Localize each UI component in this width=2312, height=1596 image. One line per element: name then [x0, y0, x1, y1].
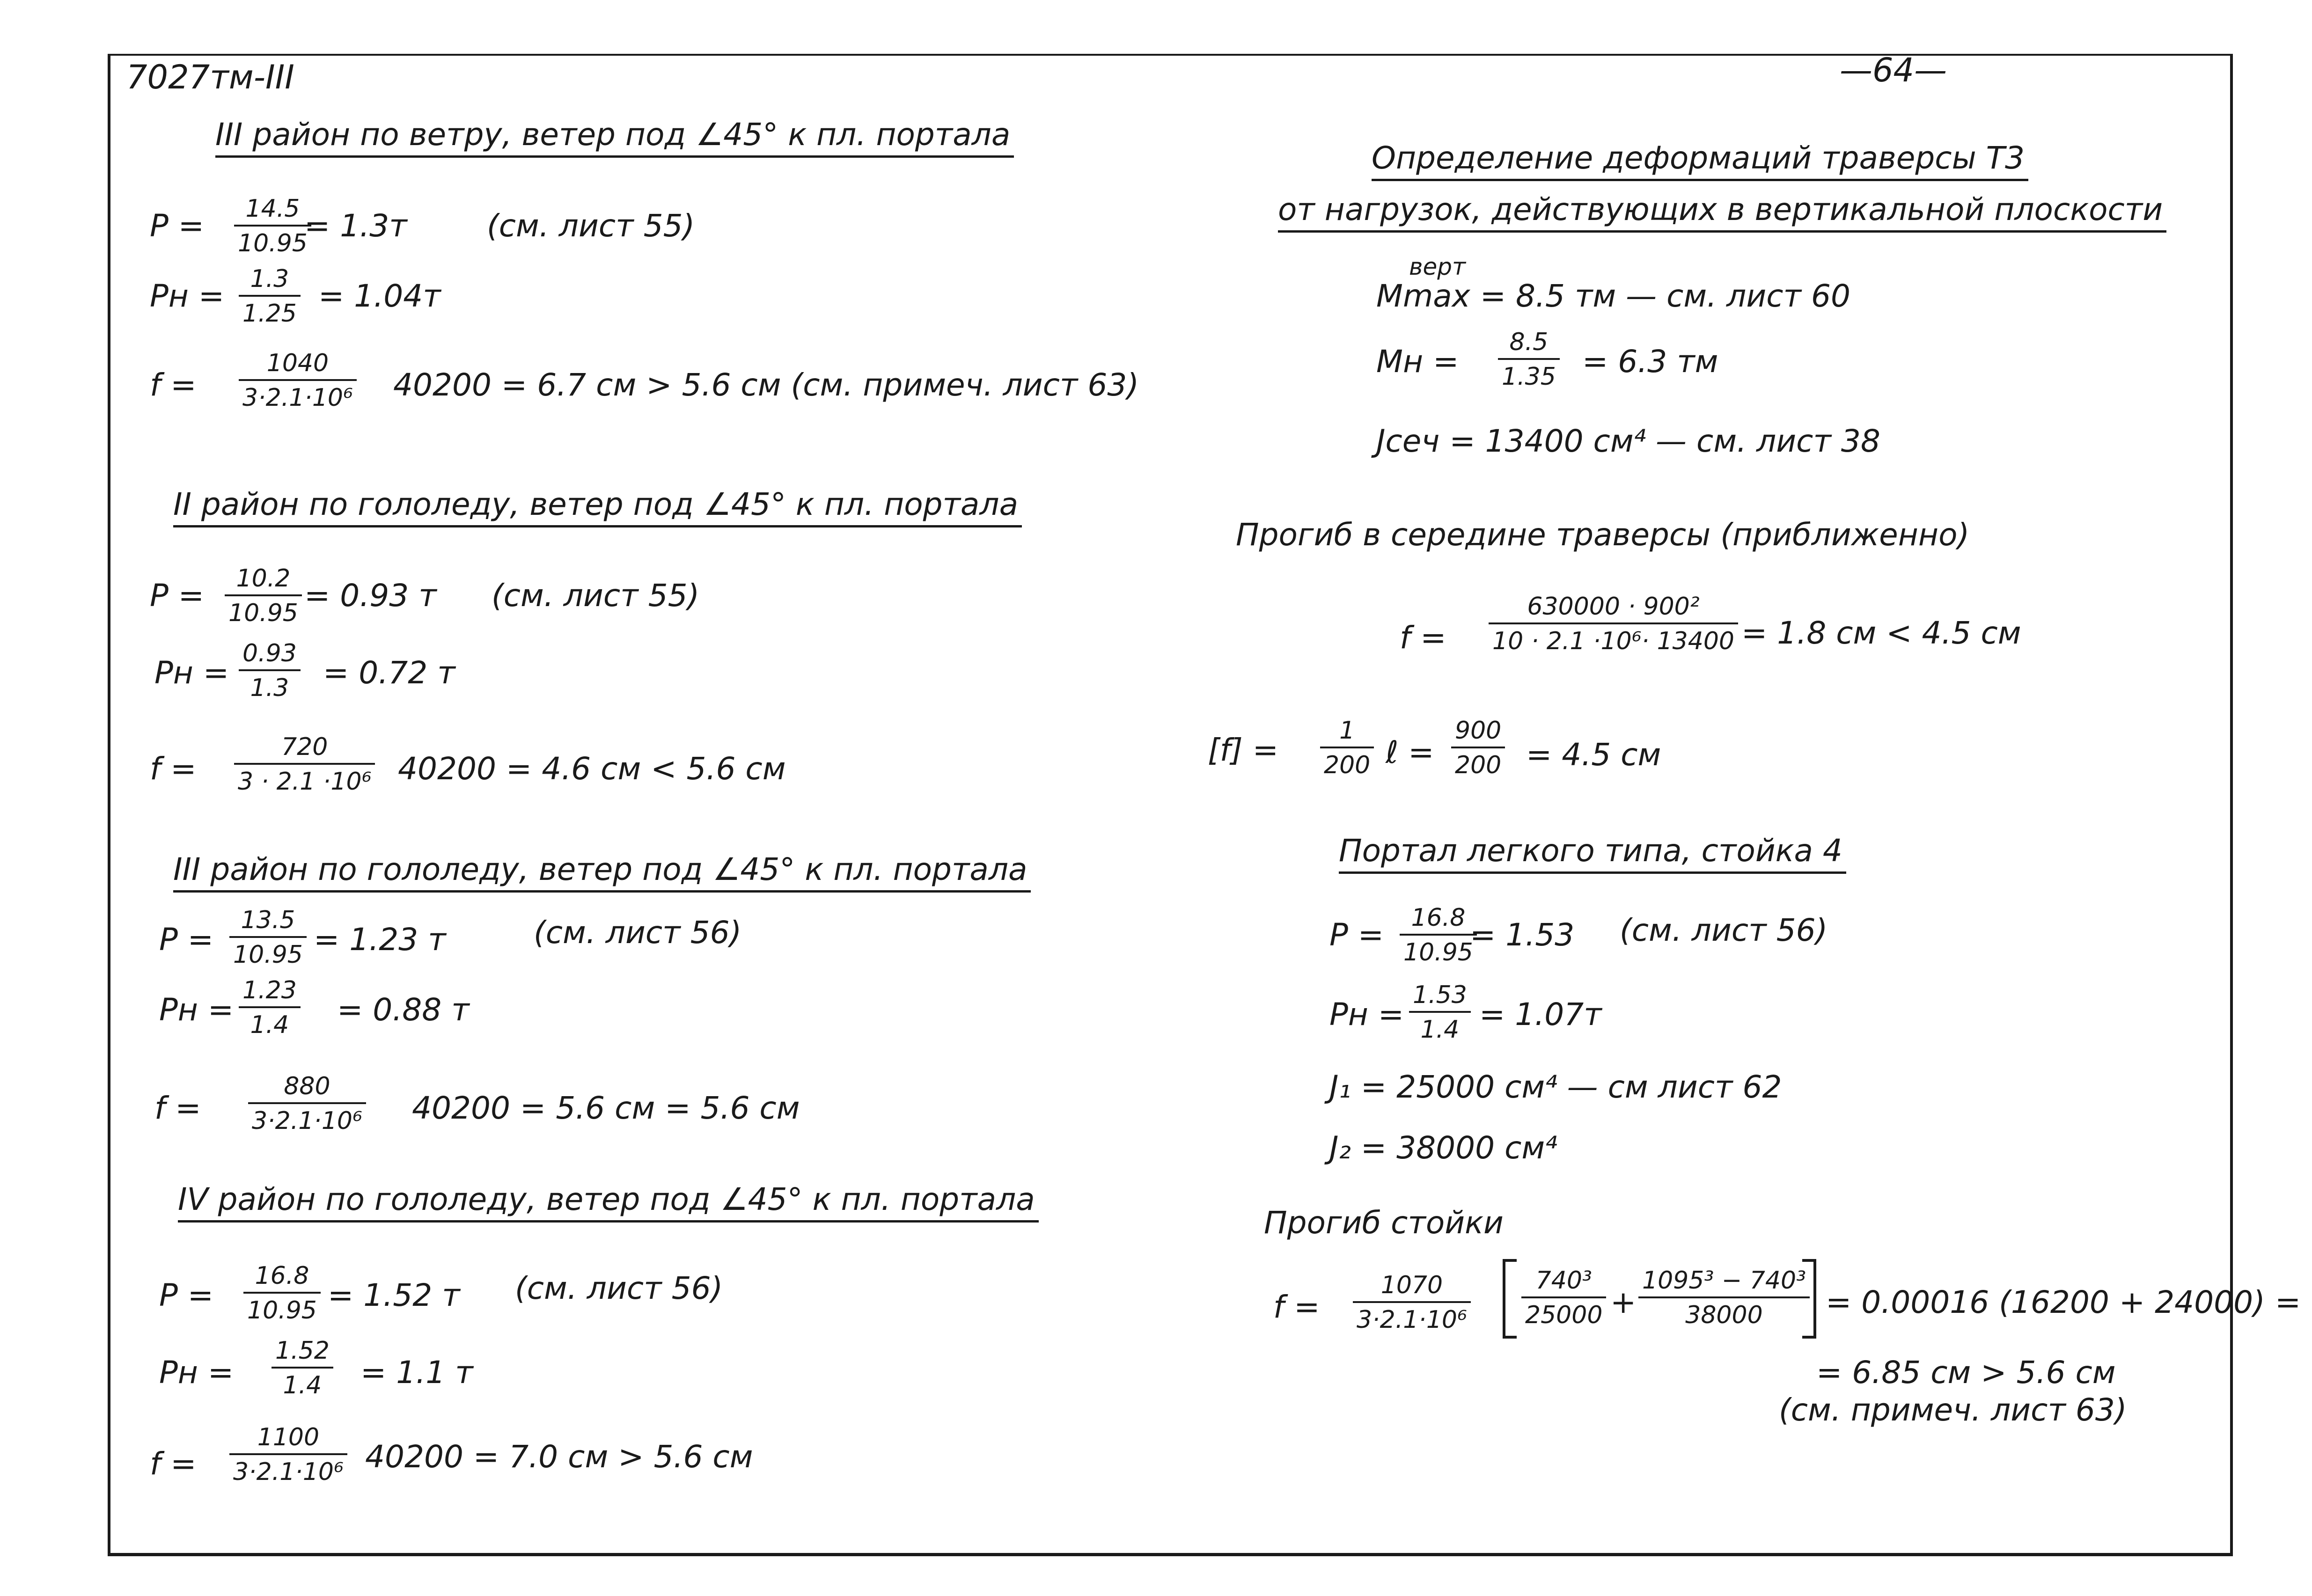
superscript: верт — [1409, 253, 1466, 280]
section-heading-ice-II: II район по гололеду, ветер под ∠45° к пл. портала — [173, 487, 1022, 527]
formula-result: 40200 = 6.7 см > 5.6 см (см. примеч. лист 63) — [393, 367, 1139, 403]
denominator: 10 · 2.1 ·10⁶· 13400 — [1492, 627, 1735, 655]
formula-result: = 0.00016 (16200 + 24000) = — [1826, 1284, 2301, 1320]
denominator: 10.95 — [228, 599, 298, 627]
denominator: 1.25 — [242, 300, 297, 328]
section-heading-ice-IV: IV район по гололеду, ветер под ∠45° к пл. портала — [178, 1182, 1039, 1223]
numerator: 13.5 — [229, 908, 307, 938]
sheet-reference: (см. примеч. лист 63) — [1779, 1392, 2127, 1428]
formula-label: Pн = — [154, 655, 229, 691]
denominator: 3·2.1·10⁶ — [233, 1458, 344, 1486]
fraction — [248, 1074, 366, 1133]
fraction — [1320, 718, 1374, 777]
denominator: 1.35 — [1502, 363, 1556, 391]
numerator: 1 — [1320, 718, 1374, 748]
denominator: 200 — [1455, 751, 1502, 779]
fraction — [1638, 1268, 1810, 1327]
fraction — [234, 197, 311, 256]
formula-result: = 1.3т — [304, 208, 407, 244]
formula-label: P = — [1329, 917, 1384, 953]
right-title-line2: от нагрузок, действующих в вертикальной плоскости — [1278, 192, 2166, 233]
formula-result: = 0.93 т — [304, 578, 437, 614]
fraction — [272, 1339, 333, 1398]
formula-result: = 1.8 см < 4.5 см — [1741, 615, 2021, 651]
fraction — [1409, 983, 1471, 1042]
formula-label: f = — [1273, 1289, 1320, 1325]
denominator: 38000 — [1685, 1301, 1763, 1329]
numerator: 10.2 — [225, 566, 302, 596]
inertia-j2: J₂ = 38000 см⁴ — [1329, 1130, 1557, 1166]
formula-label: f = — [150, 367, 197, 403]
numerator: 740³ — [1521, 1268, 1606, 1298]
formula-label: f = — [1400, 620, 1446, 656]
formula-result: = 0.88 т — [337, 992, 470, 1028]
right-title-line1: Определение деформаций траверсы Т3 — [1372, 140, 2028, 181]
fraction — [225, 566, 302, 625]
inertia-j1: J₁ = 25000 см⁴ — см лист 62 — [1329, 1069, 1782, 1105]
formula-label: Pн = — [159, 1354, 234, 1391]
denominator: 3·2.1·10⁶ — [1357, 1306, 1467, 1334]
formula-result: = 0.72 т — [323, 655, 455, 691]
fraction — [234, 735, 375, 794]
fraction — [243, 1264, 321, 1323]
numerator: 16.8 — [243, 1264, 321, 1294]
formula-label: [f] = — [1208, 732, 1279, 768]
plus-sign: + — [1610, 1284, 1637, 1320]
denominator: 10.95 — [247, 1296, 317, 1325]
denominator: 1.3 — [250, 674, 289, 702]
numerator: 8.5 — [1498, 330, 1560, 360]
deflection-label: Прогиб в середине траверсы (приближенно) — [1236, 517, 1970, 553]
formula-text: ℓ = — [1386, 734, 1434, 770]
formula-label: Pн = — [1329, 996, 1404, 1032]
formula-result: = 1.23 т — [314, 922, 446, 958]
fraction — [239, 351, 357, 410]
formula-label: P = — [150, 578, 205, 614]
fraction — [1498, 330, 1560, 389]
denominator: 10.95 — [233, 941, 303, 969]
numerator: 630000 · 900² — [1489, 594, 1738, 624]
sheet-reference: (см. лист 56) — [1620, 912, 1828, 948]
sheet-reference: (см. лист 56) — [534, 915, 742, 951]
post-deflection-label: Прогиб стойки — [1264, 1205, 1504, 1241]
numerator: 0.93 — [239, 641, 301, 671]
formula-label: Pн = — [150, 278, 225, 314]
denominator: 200 — [1324, 751, 1371, 779]
formula-result: = 1.04т — [318, 278, 441, 314]
denominator: 3·2.1·10⁶ — [242, 384, 353, 412]
formula-result: = 1.1 т — [360, 1354, 473, 1391]
section-inertia: Jсеч = 13400 см⁴ — см. лист 38 — [1376, 423, 1880, 459]
fraction — [229, 1425, 347, 1484]
fraction — [239, 267, 301, 326]
numerator: 1.52 — [272, 1339, 333, 1369]
numerator: 880 — [248, 1074, 366, 1104]
formula-label: P = — [150, 208, 205, 244]
formula-label: f = — [150, 1446, 197, 1482]
formula-result: 40200 = 5.6 см = 5.6 см — [412, 1090, 800, 1126]
numerator: 1100 — [229, 1425, 347, 1455]
denominator: 1.4 — [1420, 1016, 1460, 1044]
denominator: 1.4 — [283, 1371, 322, 1399]
denominator: 3·2.1·10⁶ — [252, 1107, 362, 1135]
denominator: 3 · 2.1 ·10⁶ — [238, 768, 372, 796]
sheet-reference: (см. лист 55) — [487, 208, 695, 244]
right-bracket — [1802, 1259, 1816, 1339]
fraction — [229, 908, 307, 967]
portal-heading: Портал легкого типа, стойка 4 — [1339, 833, 1846, 874]
formula-result: = 6.3 тм — [1582, 344, 1718, 380]
formula-label: f = — [150, 751, 197, 787]
denominator: 25000 — [1525, 1301, 1603, 1329]
numerator: 720 — [234, 735, 375, 765]
numerator: 1.3 — [239, 267, 301, 297]
fraction — [239, 978, 301, 1037]
moment-max: Mmax = 8.5 тм — см. лист 60 — [1376, 278, 1850, 314]
section-heading-wind-III: III район по ветру, ветер под ∠45° к пл. портала — [215, 117, 1014, 158]
formula-result: 40200 = 4.6 см < 5.6 см — [398, 751, 786, 787]
numerator: 14.5 — [234, 197, 311, 227]
formula-result-continued: = 6.85 см > 5.6 см — [1816, 1354, 2116, 1391]
fraction — [239, 641, 301, 700]
formula-label: P = — [159, 1277, 214, 1313]
denominator: 10.95 — [238, 229, 308, 257]
formula-label: Pн = — [159, 992, 234, 1028]
left-bracket — [1503, 1259, 1517, 1339]
numerator: 1040 — [239, 351, 357, 381]
numerator: 1.53 — [1409, 983, 1471, 1013]
fraction — [1400, 906, 1477, 965]
numerator: 1.23 — [239, 978, 301, 1008]
numerator: 16.8 — [1400, 906, 1477, 936]
fraction — [1489, 594, 1738, 653]
formula-label: P = — [159, 922, 214, 958]
formula-result: = 1.07т — [1479, 996, 1602, 1032]
fraction — [1353, 1273, 1471, 1332]
formula-result: = 4.5 см — [1526, 737, 1661, 773]
formula-label: Mн = — [1376, 344, 1459, 380]
formula-result: = 1.53 — [1470, 917, 1575, 953]
sheet-number: —64— — [1840, 51, 1947, 89]
section-heading-ice-III: III район по гололеду, ветер под ∠45° к пл. портала — [173, 852, 1031, 893]
formula-result: = 1.52 т — [328, 1277, 460, 1313]
sheet-reference: (см. лист 55) — [492, 578, 700, 614]
formula-label: f = — [154, 1090, 201, 1126]
sheet-reference: (см. лист 56) — [515, 1270, 723, 1306]
formula-result: 40200 = 7.0 см > 5.6 см — [365, 1439, 753, 1475]
fraction — [1451, 718, 1505, 777]
denominator: 10.95 — [1403, 938, 1473, 966]
fraction — [1521, 1268, 1606, 1327]
denominator: 1.4 — [250, 1011, 289, 1039]
numerator: 900 — [1451, 718, 1505, 748]
numerator: 1070 — [1353, 1273, 1471, 1303]
document-code: 7027тм-III — [126, 58, 294, 96]
numerator: 1095³ − 740³ — [1638, 1268, 1810, 1298]
